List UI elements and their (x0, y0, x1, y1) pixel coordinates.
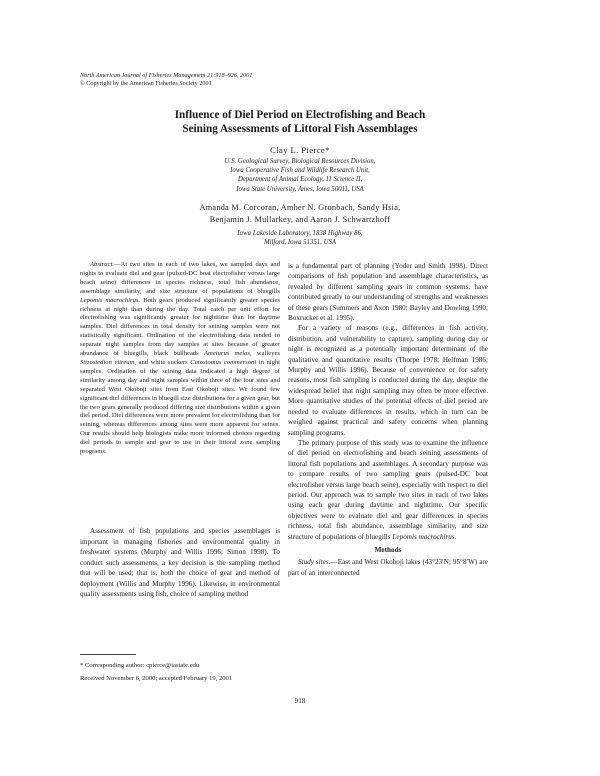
abstract-text: , walleyes (249, 350, 280, 358)
affiliation-1-line: Iowa Cooperative Fish and Wildlife Research Unit, (230, 167, 370, 175)
abstract-text: in night samples. Ordination of the seining data indicated a high degree of similarity among day and night samples within three of the four sites and separated West Okoboji sites from East Okoboji sites. We found few significant diel differences in bluegill size distributions for a given gear, but the two gears generally produced differing size distributions within a given diel period. Diel differences were more prevalent for electrofishing than for seining, whereas differences among sites were more apparent for seines. Our results should help biologists make more informed choices regarding diel periods to sample and gear to use in their littoral zone sampling programs. (80, 358, 280, 456)
journal-citation: North American Journal of Fisheries Management 21:918–926, 2001 (80, 72, 253, 79)
footnotes (80, 659, 280, 685)
species-name: Catostomus commersoni (190, 358, 257, 366)
affiliation-2 (60, 229, 540, 247)
title-line-1: Influence of Diel Period on Electrofishing and Beach (174, 109, 426, 121)
abstract-label: Abstract. (90, 261, 114, 268)
abstract-text: Both gears produced significantly greater species richness at night than during the day. Total catch per unit effort for electrofishing was significantly greater for nighttime than for daytime samples. Diel differences in total density for seining samples were not statistically significant. Ordination of the electrofishing data tended to separate night samples from day samples at sites because of greater abundance of bluegills, black bullheads (80, 296, 281, 358)
body-paragraph: For a variety of reasons (e.g., differences in fish activity, distribution, and vulnerability to capture), sampling during day or night is recognized as a potentially important determinant of the qualitative and quantitative results (Thorpe 1978; Helfman 1986; Murphy and Willis 1996). Because of convenience or for safety reasons, most fish sampling is conducted during the day, despite the widespread belief that night sampling may often be more effective. More quantitative studies of the potential effects of diel period are needed to evaluate differences in results, which in turn can be weighed against practical and safety concerns when planning sampling programs. (288, 324, 488, 437)
page-number: 918 (294, 697, 306, 705)
journal-header (80, 72, 252, 88)
abstract-paragraph (80, 261, 280, 457)
co-authors-line-2: Benjamin J. Mullarkey, and Aaron J. Schwartzhoff (209, 214, 391, 224)
affiliation-2-line: Iowa Lakeside Laboratory, 1838 Highway 86, (237, 230, 363, 237)
article-title (60, 108, 540, 136)
affiliation-1 (60, 157, 540, 194)
subsection-label: Study sites. (298, 558, 331, 567)
body-text: —East and West Okoboji lakes (43°23′N; 95°8′W) are part of an interconnected (288, 558, 489, 577)
affiliation-2-line: Milford, Iowa 51351, USA (263, 239, 337, 247)
species-name: Lepomis macrochirus (392, 532, 455, 541)
affiliation-1-line: Iowa State University, Ames, Iowa 50011, USA (236, 185, 364, 193)
title-line-2: Seining Assessments of Littoral Fish Assemblages (182, 123, 418, 135)
intro-paragraph: Assessment of fish populations and species assemblages is important in managing fisheries and environmental quality in freshwater systems (Murphy and Willis 1996; Simon 1998). To conduct such assessments, a key decision is the sampling method that will be used; that is, both the choice of gear and method of deployment (Willis and Murphy 1996). Likewise, in environmental quality assessments using fish, choice of sampling method (80, 527, 280, 598)
affiliation-1-line: Department of Animal Ecology, 11 Science II, (237, 176, 363, 184)
footnote-divider (80, 654, 136, 655)
body-text: . (454, 532, 457, 541)
corresponding-author-note: * Corresponding author: cpierce@iastate.edu (80, 662, 200, 669)
first-author: Clay L. Pierce* (270, 145, 330, 155)
abstract-text: , and white suckers (134, 358, 191, 366)
body-paragraph (288, 557, 488, 578)
co-authors-line-1: Amanda M. Corcoran, Amber N. Gronbach, Sandy Hsia, (199, 203, 401, 212)
right-column (288, 261, 488, 578)
methods-heading: Methods (374, 545, 402, 554)
abstract-text: —At two sites in each of two lakes, we sampled days and nights to evaluate diel and gear (pulsed-DC boat electrofisher versus large beach seine) differences in species richness, total fish abundance, assemblage similarity, and size structure of populations of bluegills (80, 261, 280, 295)
body-text: The primary purpose of this study was to examine the influence of diel period on electrofishing and beach seining assessments of littoral fish populations and assemblages. A secondary purpose was to compare results of two sampling gears (pulsed-DC boat electrofisher versus large beach seine), especially with respect to diel period. Our approach was to sample two sites in each of two lakes using each gear during daytime and nighttime. Our specific objectives were to evaluate diel and gear differences in species richness, total fish abundance, assemblage similarity, and size structure of populations of bluegills (288, 438, 488, 541)
species-name: Stizostedion vitreum (80, 358, 135, 366)
co-authors (60, 202, 540, 225)
species-name: Lepomis macrochirus. (80, 296, 141, 304)
affiliation-1-line: U.S. Geological Survey, Biological Resources Division, (224, 158, 376, 165)
intro-left-column (80, 526, 280, 600)
body-paragraph (288, 438, 488, 542)
received-dates: Received November 6, 2000; accepted February 19, 2001 (80, 675, 233, 682)
copyright-line: © Copyright by the American Fisheries Society 2001 (80, 80, 212, 87)
abstract (80, 261, 280, 457)
body-paragraph: is a fundamental part of planning (Yoder and Smith 1998). Direct comparisons of fish population and assemblage characteristics, as revealed by different sampling gears in common systems, have contributed greatly to our understanding of strengths and weaknesses of these gears (Summers and Axon 1980; Bayley and Dowling 1990; Boxrucker et al. 1995). (288, 262, 488, 323)
species-name: Ameiurus melas (204, 350, 250, 358)
